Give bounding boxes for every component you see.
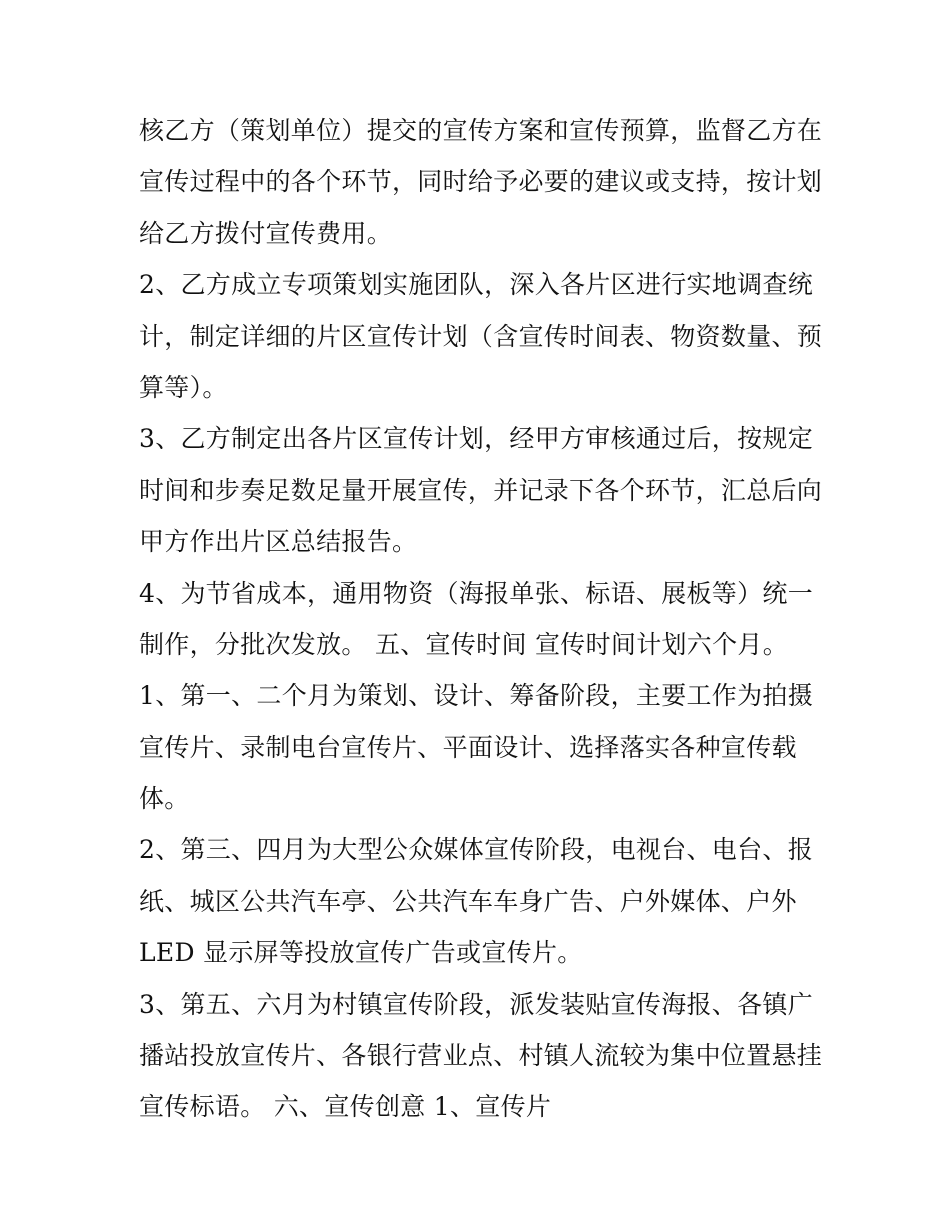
text-line: 2、第三、四月为大型公众媒体宣传阶段，电视台、电台、报 bbox=[139, 835, 814, 865]
text-line: 宣传标语。 六、宣传创意 1、宣传片 bbox=[139, 1092, 552, 1122]
text-line: 算等）。 bbox=[139, 372, 228, 402]
text-line: 体。 bbox=[139, 784, 190, 814]
text-line: 4、为节省成本，通用物资（海报单张、标语、展板等）统一 bbox=[139, 578, 814, 608]
text-line: 给乙方拨付宣传费用。 bbox=[139, 218, 393, 248]
text-line: 制作，分批次发放。 五、宣传时间 宣传时间计划六个月。 bbox=[139, 629, 788, 659]
text-line: 宣传过程中的各个环节，同时给予必要的建议或支持，按计划 bbox=[139, 167, 823, 197]
text-line: 3、第五、六月为村镇宣传阶段，派发装贴宣传海报、各镇广 bbox=[139, 989, 814, 1019]
text-line: 1、第一、二个月为策划、设计、筹备阶段，主要工作为拍摄 bbox=[139, 681, 814, 711]
text-line: 时间和步奏足数足量开展宣传，并记录下各个环节，汇总后向 bbox=[139, 475, 823, 505]
text-line: 2、乙方成立专项策划实施团队，深入各片区进行实地调查统 bbox=[139, 270, 814, 300]
body-text bbox=[139, 105, 823, 1133]
text-line: LED 显示屏等投放宣传广告或宣传片。 bbox=[139, 938, 583, 968]
text-line: 播站投放宣传片、各银行营业点、村镇人流较为集中位置悬挂 bbox=[139, 1041, 823, 1071]
text-line: 计，制定详细的片区宣传计划（含宣传时间表、物资数量、预 bbox=[139, 321, 823, 351]
text-line: 核乙方（策划单位）提交的宣传方案和宣传预算，监督乙方在 bbox=[139, 116, 823, 145]
text-line: 3、乙方制定出各片区宣传计划，经甲方审核通过后，按规定 bbox=[139, 424, 814, 454]
text-line: 宣传片、录制电台宣传片、平面设计、选择落实各种宣传载 bbox=[139, 732, 797, 762]
text-line: 纸、城区公共汽车亭、公共汽车车身广告、户外媒体、户外 bbox=[139, 886, 797, 916]
text-line: 甲方作出片区总结报告。 bbox=[139, 527, 418, 557]
